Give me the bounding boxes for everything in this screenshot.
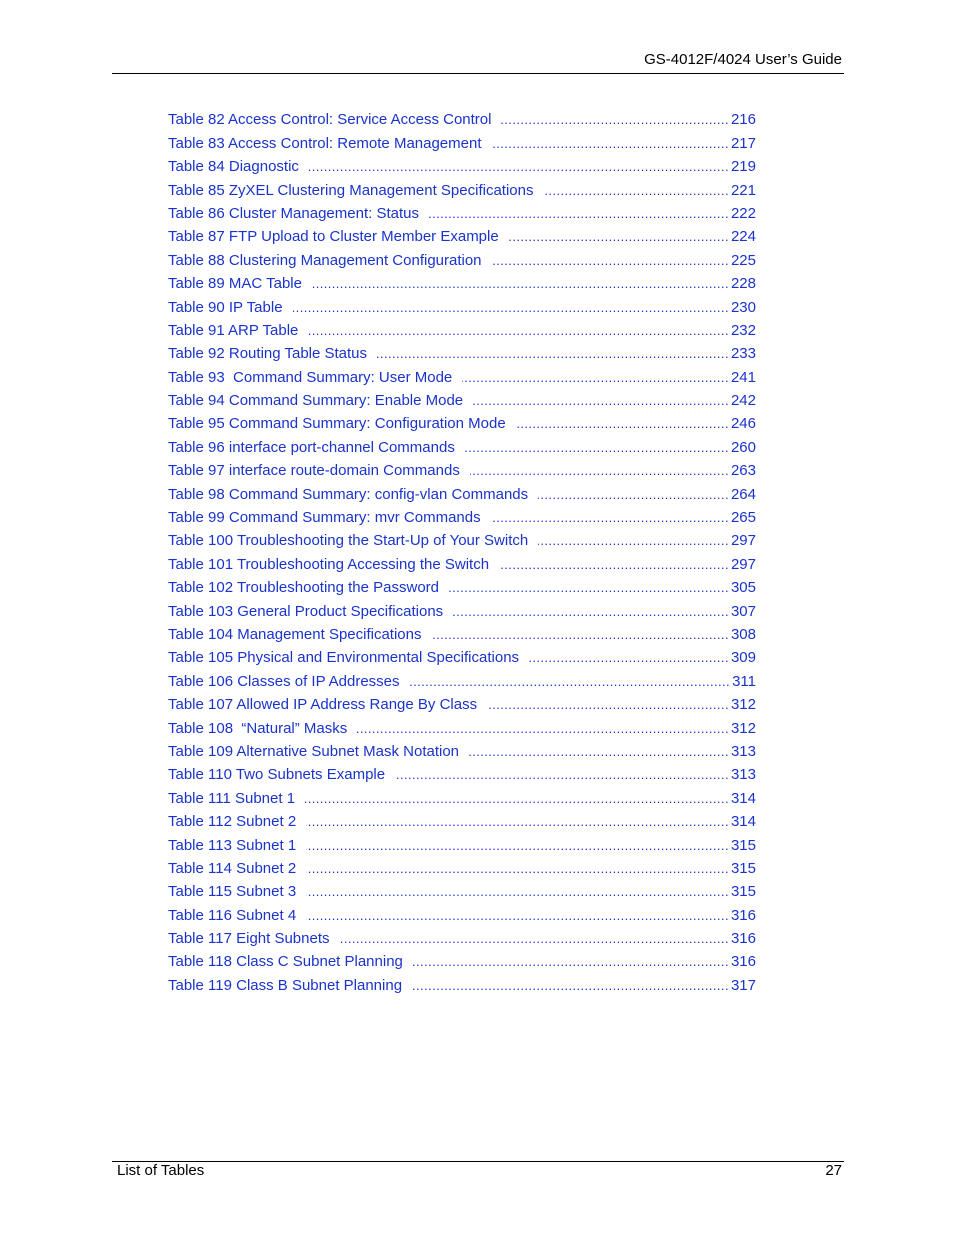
toc-dot-leader: [306, 906, 729, 925]
toc-entry-page-number: 312: [730, 696, 756, 714]
toc-entry-link[interactable]: [168, 317, 756, 340]
toc-dot-leader: [306, 859, 729, 878]
toc-entry-label: Table 95 Command Summary: Configuration Mode: [168, 415, 506, 433]
toc-dot-leader: [492, 251, 729, 270]
toc-dot-leader: [465, 438, 729, 457]
toc-dot-leader: [473, 391, 729, 410]
toc-entry-page-number: 241: [730, 368, 756, 386]
toc-dot-leader: [312, 274, 729, 293]
toc-entry-label: Table 85 ZyXEL Clustering Management Specifications: [168, 181, 534, 199]
toc-entry-page-number: 224: [730, 228, 756, 246]
toc-entry-label: Table 97 interface route-domain Commands: [168, 462, 460, 480]
toc-entry-label: Table 106 Classes of IP Addresses: [168, 672, 400, 690]
toc-entry-page-number: 313: [730, 766, 756, 784]
toc-entry-page-number: 312: [730, 719, 756, 737]
toc-entry-link[interactable]: [168, 246, 756, 269]
toc-entry-link[interactable]: [168, 644, 756, 667]
toc-entry-link[interactable]: [168, 855, 756, 878]
toc-dot-leader: [543, 181, 728, 200]
toc-entry-label: Table 102 Troubleshooting the Password: [168, 579, 440, 597]
toc-dot-leader: [492, 134, 729, 153]
toc-entry-label: Table 96 interface port-channel Commands: [168, 438, 455, 456]
toc-dot-leader: [449, 578, 729, 597]
toc-dot-leader: [462, 368, 729, 387]
toc-entry-link[interactable]: [168, 153, 756, 176]
toc-entry-link[interactable]: [168, 106, 756, 129]
toc-entry-page-number: 228: [730, 275, 756, 293]
toc-entry-label: Table 100 Troubleshooting the Start-Up of Your Switch: [168, 532, 529, 550]
toc-dot-leader: [309, 157, 729, 176]
toc-entry-label: Table 86 Cluster Management: Status: [168, 204, 419, 222]
toc-entry-link[interactable]: [168, 550, 756, 573]
toc-dot-leader: [529, 648, 729, 667]
toc-entry-link[interactable]: [168, 176, 756, 199]
toc-entry-page-number: 219: [730, 158, 756, 176]
toc-dot-leader: [412, 976, 729, 995]
toc-entry-page-number: 297: [730, 555, 756, 573]
toc-entry-page-number: 217: [730, 134, 756, 152]
toc-dot-leader: [357, 719, 729, 738]
toc-entry-link[interactable]: [168, 714, 756, 737]
toc-entry-label: Table 108 “Natural” Masks: [168, 719, 348, 737]
toc-dot-leader: [432, 625, 729, 644]
toc-entry-label: Table 84 Diagnostic: [168, 158, 299, 176]
footer-section-title: List of Tables: [117, 1162, 205, 1179]
toc-entry-page-number: 230: [730, 298, 756, 316]
toc-dot-leader: [538, 485, 729, 504]
toc-entry-label: Table 104 Management Specifications: [168, 625, 422, 643]
toc-entry-page-number: 216: [730, 111, 756, 129]
toc-entry-label: Table 117 Eight Subnets: [168, 930, 330, 948]
toc-entry-link[interactable]: [168, 387, 756, 410]
toc-entry-label: Table 103 General Product Specifications: [168, 602, 444, 620]
toc-entry-link[interactable]: [168, 129, 756, 152]
toc-entry-page-number: 309: [730, 649, 756, 667]
toc-entry-link[interactable]: [168, 270, 756, 293]
toc-entry-link[interactable]: [168, 293, 756, 316]
toc-entry-link[interactable]: [168, 433, 756, 456]
toc-entry-page-number: 317: [730, 976, 756, 994]
toc-dot-leader: [306, 836, 729, 855]
toc-entry-page-number: 307: [730, 602, 756, 620]
toc-entry-link[interactable]: [168, 878, 756, 901]
toc-entry-page-number: 314: [730, 813, 756, 831]
toc-entry-label: Table 89 MAC Table: [168, 275, 302, 293]
footer-divider: [112, 1161, 844, 1162]
toc-dot-leader: [538, 531, 729, 550]
toc-dot-leader: [469, 742, 729, 761]
toc-dot-leader: [308, 321, 729, 340]
toc-entry-link[interactable]: [168, 410, 756, 433]
toc-entry-link[interactable]: [168, 597, 756, 620]
toc-entry-label: Table 116 Subnet 4: [168, 906, 297, 924]
toc-entry-page-number: 316: [730, 953, 756, 971]
list-of-tables: [168, 106, 756, 995]
toc-entry-page-number: 246: [730, 415, 756, 433]
toc-dot-leader: [491, 508, 729, 527]
toc-entry-page-number: 315: [730, 883, 756, 901]
toc-entry-link[interactable]: [168, 901, 756, 924]
toc-entry-page-number: 315: [730, 836, 756, 854]
toc-entry-label: Table 90 IP Table: [168, 298, 283, 316]
toc-dot-leader: [487, 695, 729, 714]
toc-entry-link[interactable]: [168, 223, 756, 246]
toc-entry-page-number: 264: [730, 485, 756, 503]
toc-entry-label: Table 93 Command Summary: User Mode: [168, 368, 453, 386]
toc-entry-label: Table 118 Class C Subnet Planning: [168, 953, 403, 971]
toc-entry-label: Table 113 Subnet 1: [168, 836, 297, 854]
header-divider: [112, 73, 844, 74]
toc-entry-page-number: 265: [730, 509, 756, 527]
toc-dot-leader: [470, 461, 729, 480]
toc-entry-page-number: 221: [730, 181, 756, 199]
toc-entry-page-number: 316: [730, 906, 756, 924]
toc-entry-link[interactable]: [168, 200, 756, 223]
toc-entry-page-number: 305: [730, 579, 756, 597]
toc-dot-leader: [501, 110, 728, 129]
toc-entry-link[interactable]: [168, 691, 756, 714]
toc-entry-page-number: 222: [730, 204, 756, 222]
toc-dot-leader: [293, 298, 729, 317]
toc-entry-page-number: 308: [730, 625, 756, 643]
toc-entry-label: Table 114 Subnet 2: [168, 859, 297, 877]
toc-entry-link[interactable]: [168, 363, 756, 386]
toc-entry-link[interactable]: [168, 831, 756, 854]
footer-page-number: 27: [825, 1162, 842, 1179]
toc-entry-link[interactable]: [168, 527, 756, 550]
toc-entry-label: Table 107 Allowed IP Address Range By Class: [168, 696, 478, 714]
toc-dot-leader: [413, 952, 729, 971]
toc-entry-label: Table 91 ARP Table: [168, 321, 299, 339]
toc-entry-page-number: 314: [730, 789, 756, 807]
toc-dot-leader: [305, 789, 729, 808]
toc-entry-link[interactable]: [168, 784, 756, 807]
toc-entry-link[interactable]: [168, 667, 756, 690]
toc-dot-leader: [499, 555, 729, 574]
toc-entry-label: Table 111 Subnet 1: [168, 789, 296, 807]
toc-entry-link[interactable]: [168, 925, 756, 948]
toc-entry-link[interactable]: [168, 621, 756, 644]
toc-entry-link[interactable]: [168, 808, 756, 831]
toc-entry-label: Table 105 Physical and Environmental Specifications: [168, 649, 520, 667]
toc-entry-link[interactable]: [168, 457, 756, 480]
toc-entry-page-number: 263: [730, 462, 756, 480]
toc-entry-label: Table 119 Class B Subnet Planning: [168, 976, 403, 994]
toc-entry-link[interactable]: [168, 971, 756, 994]
toc-entry-label: Table 94 Command Summary: Enable Mode: [168, 392, 464, 410]
toc-entry-label: Table 92 Routing Table Status: [168, 345, 368, 363]
toc-entry-page-number: 297: [730, 532, 756, 550]
toc-dot-leader: [509, 227, 729, 246]
toc-entry-label: Table 88 Clustering Management Configuration: [168, 251, 482, 269]
toc-entry-link[interactable]: [168, 340, 756, 363]
page-header-title: GS-4012F/4024 User’s Guide: [644, 51, 842, 68]
toc-entry-page-number: 232: [730, 321, 756, 339]
toc-dot-leader: [410, 672, 731, 691]
toc-entry-label: Table 101 Troubleshooting Accessing the Switch: [168, 555, 490, 573]
toc-entry-link[interactable]: [168, 761, 756, 784]
toc-entry-page-number: 225: [730, 251, 756, 269]
toc-entry-label: Table 110 Two Subnets Example: [168, 766, 386, 784]
toc-entry-page-number: 242: [730, 392, 756, 410]
toc-entry-page-number: 316: [730, 930, 756, 948]
toc-entry-link[interactable]: [168, 948, 756, 971]
toc-entry-page-number: 315: [730, 859, 756, 877]
toc-dot-leader: [377, 344, 729, 363]
toc-dot-leader: [429, 204, 729, 223]
toc-entry-page-number: 260: [730, 438, 756, 456]
toc-entry-page-number: 311: [732, 672, 756, 690]
toc-entry-label: Table 109 Alternative Subnet Mask Notation: [168, 742, 460, 760]
toc-entry-label: Table 99 Command Summary: mvr Commands: [168, 509, 481, 527]
toc-dot-leader: [453, 602, 729, 621]
toc-entry-link[interactable]: [168, 480, 756, 503]
toc-entry-label: Table 112 Subnet 2: [168, 813, 297, 831]
toc-entry-page-number: 233: [730, 345, 756, 363]
toc-entry-link[interactable]: [168, 738, 756, 761]
toc-entry-link[interactable]: [168, 504, 756, 527]
toc-entry-label: Table 83 Access Control: Remote Management: [168, 134, 482, 152]
toc-entry-link[interactable]: [168, 574, 756, 597]
toc-entry-page-number: 313: [730, 742, 756, 760]
toc-dot-leader: [395, 765, 729, 784]
toc-dot-leader: [306, 812, 729, 831]
toc-entry-label: Table 82 Access Control: Service Access Control: [168, 111, 492, 129]
toc-entry-label: Table 98 Command Summary: config-vlan Commands: [168, 485, 529, 503]
toc-dot-leader: [340, 929, 729, 948]
toc-entry-label: Table 87 FTP Upload to Cluster Member Example: [168, 228, 499, 246]
toc-dot-leader: [306, 882, 729, 901]
toc-dot-leader: [516, 414, 729, 433]
toc-entry-label: Table 115 Subnet 3: [168, 883, 297, 901]
